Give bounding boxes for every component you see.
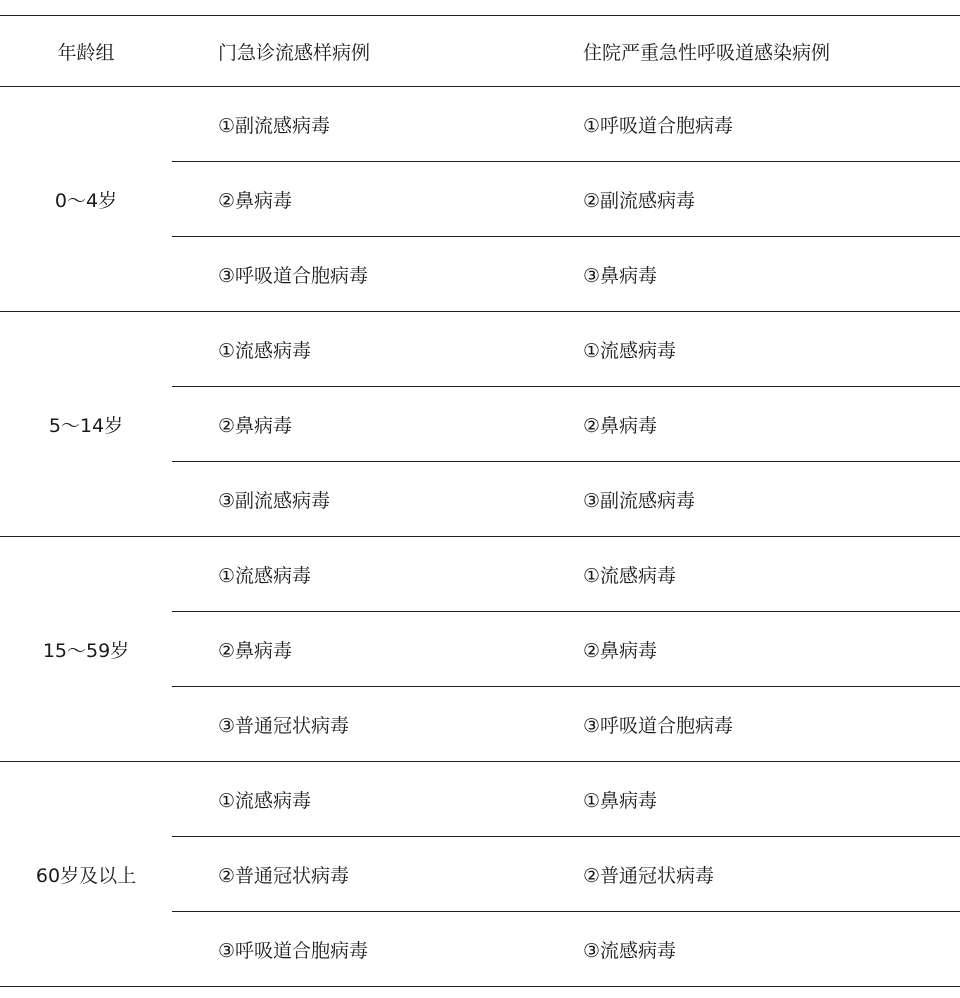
table-row [0, 762, 960, 837]
outpatient-pathogen-cell: ①流感病毒 [172, 312, 535, 387]
age-group-cell: 0～4岁 [0, 87, 172, 312]
table-body [0, 87, 960, 987]
header-hospitalized: 住院严重急性呼吸道感染病例 [535, 16, 960, 87]
header-outpatient: 门急诊流感样病例 [172, 16, 535, 87]
hospitalized-pathogen-cell: ②鼻病毒 [535, 612, 960, 687]
hospitalized-pathogen-cell: ②鼻病毒 [535, 387, 960, 462]
outpatient-pathogen-cell: ②普通冠状病毒 [172, 837, 535, 912]
hospitalized-pathogen-cell: ③鼻病毒 [535, 237, 960, 312]
age-group-cell: 60岁及以上 [0, 762, 172, 987]
hospitalized-pathogen-cell: ①流感病毒 [535, 537, 960, 612]
hospitalized-pathogen-cell: ①呼吸道合胞病毒 [535, 87, 960, 162]
table-row [0, 537, 960, 612]
outpatient-pathogen-cell: ①流感病毒 [172, 537, 535, 612]
header-row [0, 16, 960, 87]
age-group-cell: 15～59岁 [0, 537, 172, 762]
table-row [0, 312, 960, 387]
outpatient-pathogen-cell: ②鼻病毒 [172, 612, 535, 687]
outpatient-pathogen-cell: ②鼻病毒 [172, 387, 535, 462]
outpatient-pathogen-cell: ①副流感病毒 [172, 87, 535, 162]
outpatient-pathogen-cell: ③副流感病毒 [172, 462, 535, 537]
outpatient-pathogen-cell: ③普通冠状病毒 [172, 687, 535, 762]
table-row [0, 87, 960, 162]
outpatient-pathogen-cell: ③呼吸道合胞病毒 [172, 912, 535, 987]
table-header [0, 16, 960, 87]
outpatient-pathogen-cell: ③呼吸道合胞病毒 [172, 237, 535, 312]
age-group-cell: 5～14岁 [0, 312, 172, 537]
hospitalized-pathogen-cell: ③流感病毒 [535, 912, 960, 987]
hospitalized-pathogen-cell: ③呼吸道合胞病毒 [535, 687, 960, 762]
hospitalized-pathogen-cell: ①流感病毒 [535, 312, 960, 387]
header-age-group: 年龄组 [0, 16, 172, 87]
hospitalized-pathogen-cell: ②副流感病毒 [535, 162, 960, 237]
pathogen-table [0, 15, 960, 987]
outpatient-pathogen-cell: ②鼻病毒 [172, 162, 535, 237]
hospitalized-pathogen-cell: ②普通冠状病毒 [535, 837, 960, 912]
hospitalized-pathogen-cell: ③副流感病毒 [535, 462, 960, 537]
outpatient-pathogen-cell: ①流感病毒 [172, 762, 535, 837]
hospitalized-pathogen-cell: ①鼻病毒 [535, 762, 960, 837]
